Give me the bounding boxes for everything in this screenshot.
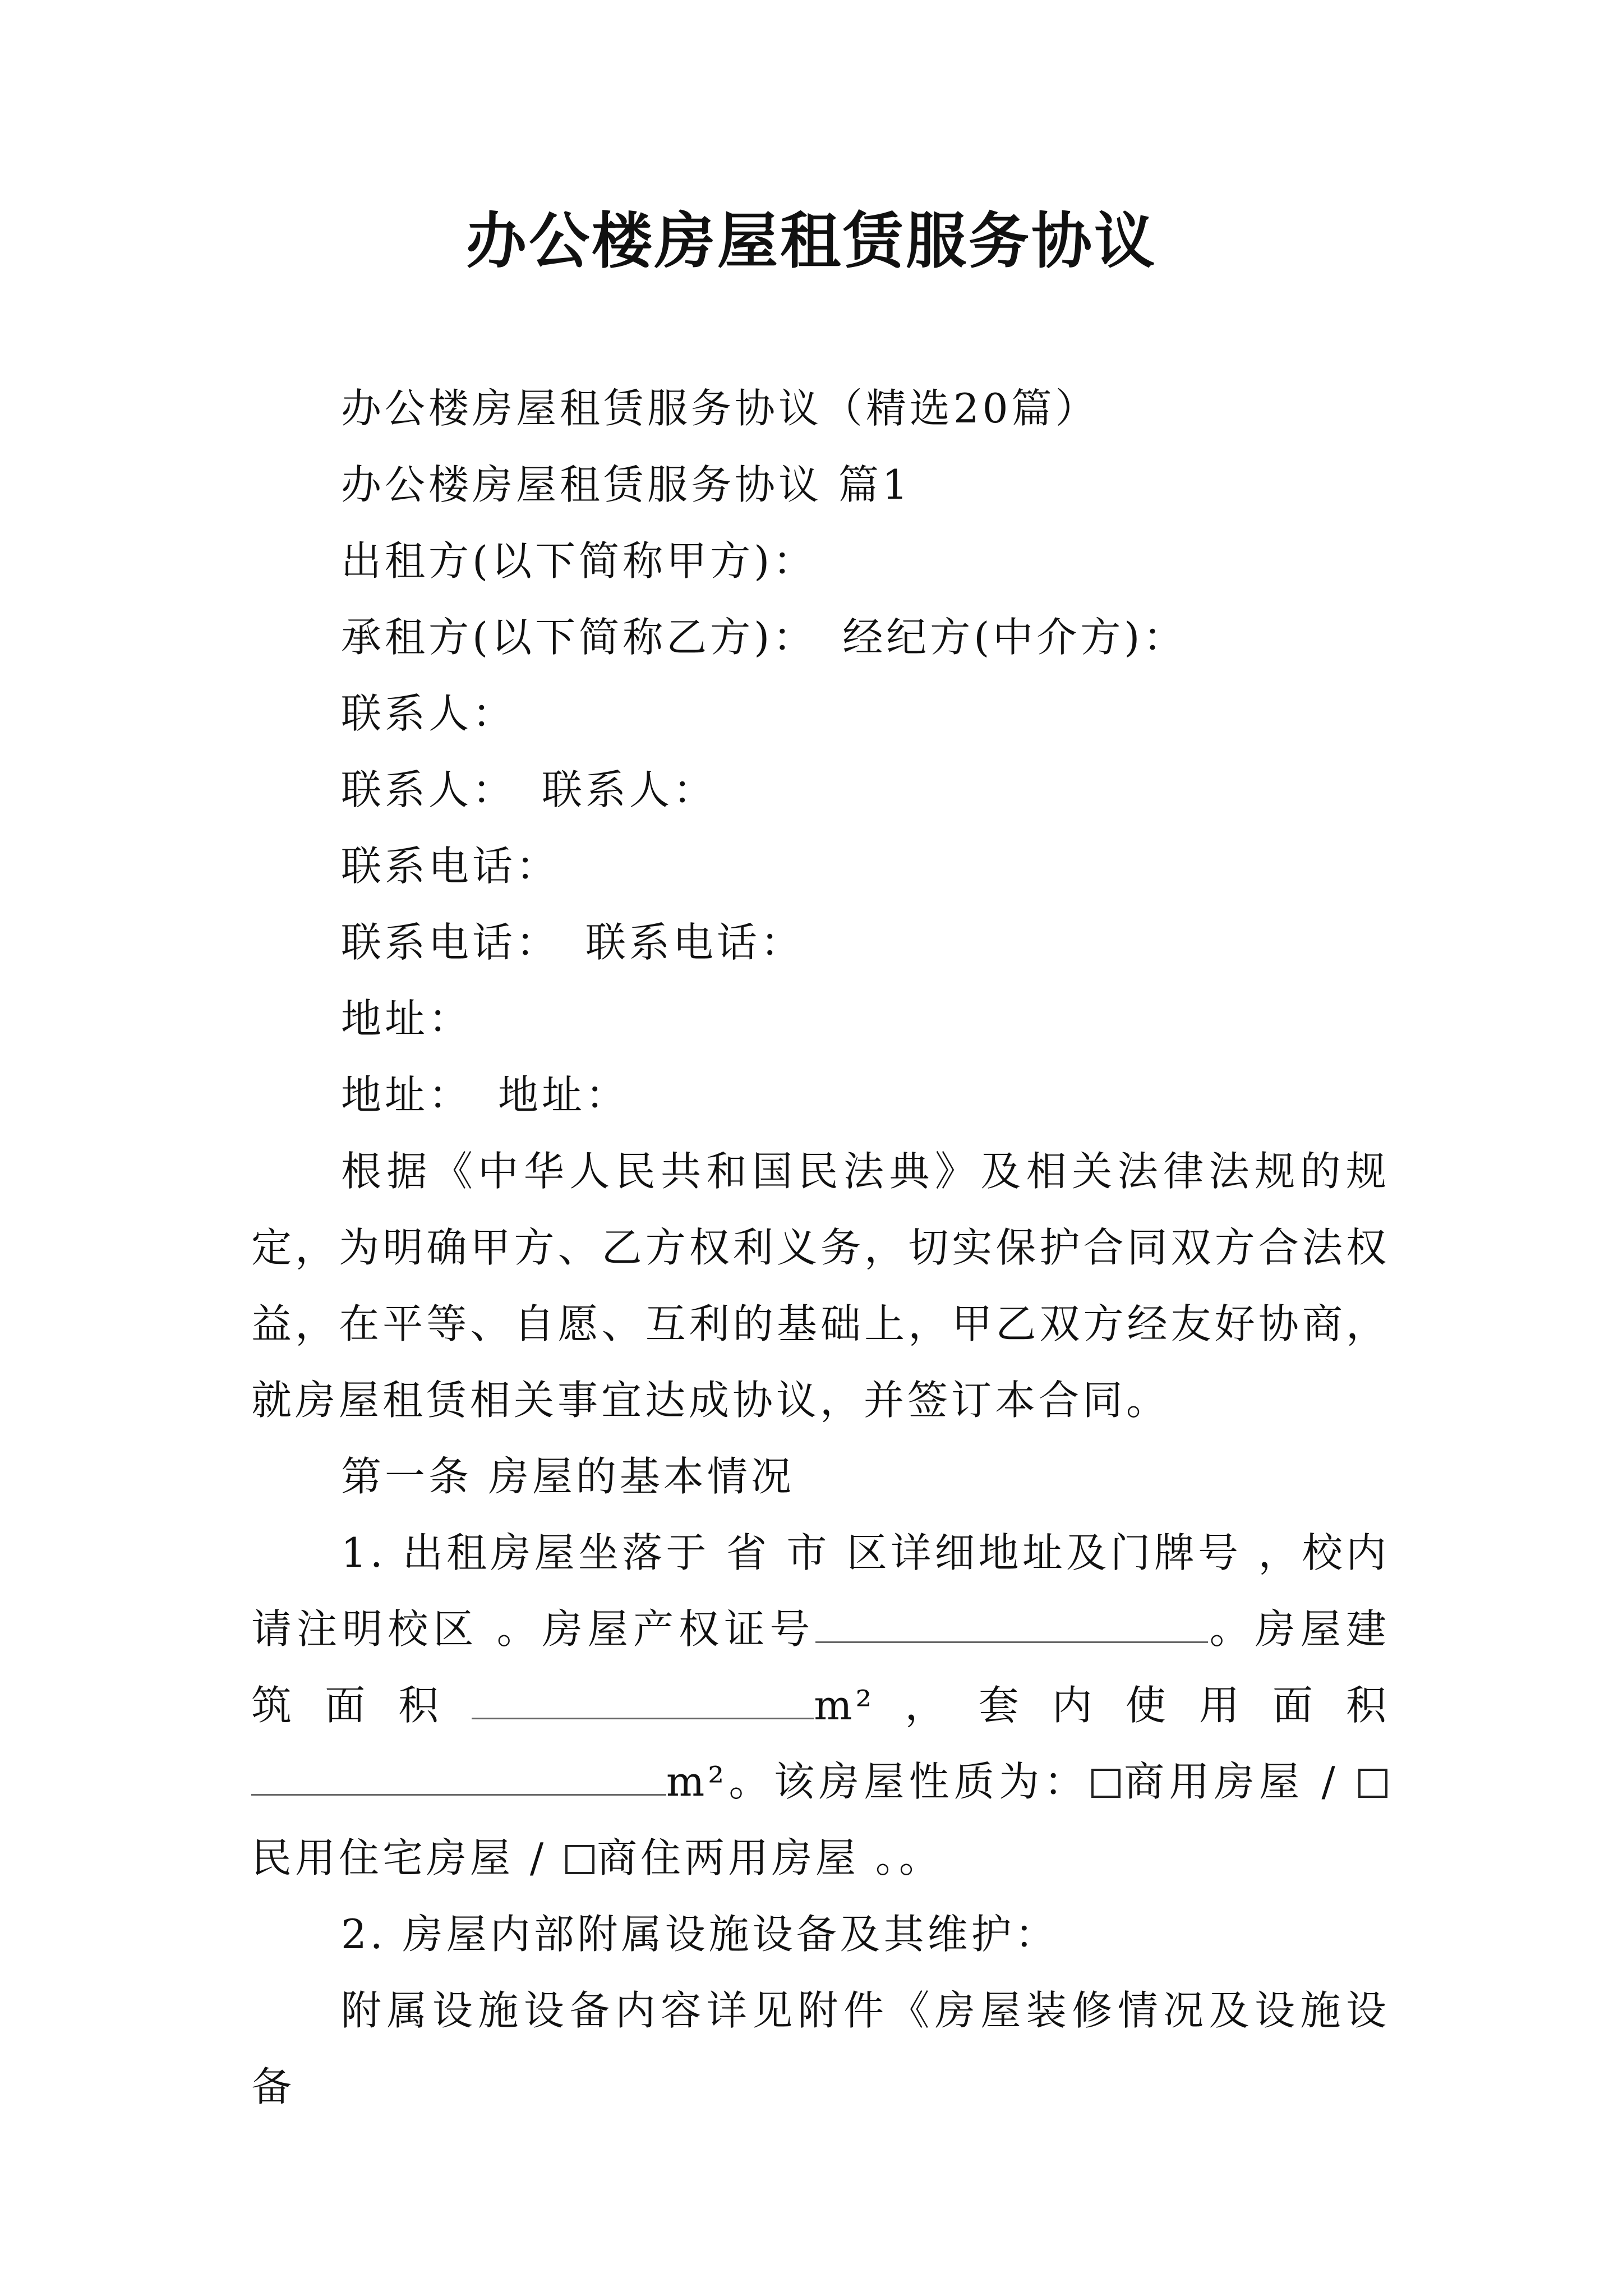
lessee-agent-line bbox=[251, 599, 1390, 675]
article-1-item-1 bbox=[251, 1515, 1390, 1896]
contact-line-2 bbox=[251, 752, 1390, 828]
address-label-b: 地址： bbox=[498, 1071, 630, 1119]
item-1-text-b: 。房屋建筑面积 bbox=[251, 1605, 1390, 1729]
phone-line-2 bbox=[251, 904, 1390, 981]
chapter-heading: 办公楼房屋租赁服务协议 篇1 bbox=[341, 461, 911, 508]
address-label-a: 地址： bbox=[341, 1071, 473, 1119]
contact-line-1: 联系人： bbox=[341, 690, 517, 737]
agent-label: 经纪方(中介方)： bbox=[842, 614, 1187, 661]
subtitle: 办公楼房屋租赁服务协议（精选20篇） bbox=[341, 385, 1099, 432]
preamble-paragraph: 根据《中华人民共和国民法典》及相关法律法规的规定，为明确甲方、乙方权利义务，切实保护合同双方合法权益，在平等、自愿、互利的基础上，甲乙双方经友好协商，就房屋租赁相关事宜达成协议，并签订本合同。 bbox=[251, 1148, 1390, 1424]
option-residential: 民用住宅房屋 / bbox=[251, 1834, 564, 1881]
document-body bbox=[251, 370, 1390, 2125]
article-1-item-2-detail: 附属设施设备内容详见附件《房屋装修情况及设施设备 bbox=[251, 1987, 1390, 2110]
option-commercial: 商用房屋 / bbox=[1122, 1758, 1356, 1805]
item-1-text-c: m²，套内使用面积 bbox=[814, 1682, 1390, 1729]
checkbox-commercial bbox=[1091, 1769, 1121, 1798]
checkbox-residential bbox=[1358, 1769, 1387, 1798]
checkbox-mixed-use bbox=[565, 1845, 594, 1874]
address-line-1: 地址： bbox=[341, 995, 473, 1042]
article-1-item-2: 2. 房屋内部附属设施设备及其维护： bbox=[341, 1911, 1059, 1958]
phone-label-a: 联系电话： bbox=[341, 919, 560, 966]
contact-label-a: 联系人： bbox=[341, 766, 517, 813]
lessee-label: 承租方(以下简称乙方)： bbox=[341, 614, 817, 661]
property-certificate-blank bbox=[815, 1608, 1208, 1643]
article-1-heading: 第一条 房屋的基本情况 bbox=[341, 1453, 795, 1500]
phone-line-1: 联系电话： bbox=[341, 843, 560, 890]
item-1-text-a: 1. 出租房屋坐落于 省 市 区详细地址及门牌号 ，校内请注明校区 。房屋产权证号 bbox=[251, 1529, 1390, 1653]
option-mixed-use: 商住两用房屋 。。 bbox=[597, 1834, 943, 1881]
building-area-blank bbox=[472, 1684, 814, 1719]
item-1-text-d: m²。该房屋性质为： bbox=[666, 1758, 1089, 1805]
document-title: 办公楼房屋租赁服务协议 bbox=[465, 206, 1157, 277]
phone-label-b: 联系电话： bbox=[585, 919, 805, 966]
contact-label-b: 联系人： bbox=[542, 766, 717, 813]
address-line-2 bbox=[251, 1057, 1390, 1133]
lessor-line: 出租方(以下简称甲方)： bbox=[341, 537, 817, 585]
usable-area-blank bbox=[251, 1760, 666, 1796]
